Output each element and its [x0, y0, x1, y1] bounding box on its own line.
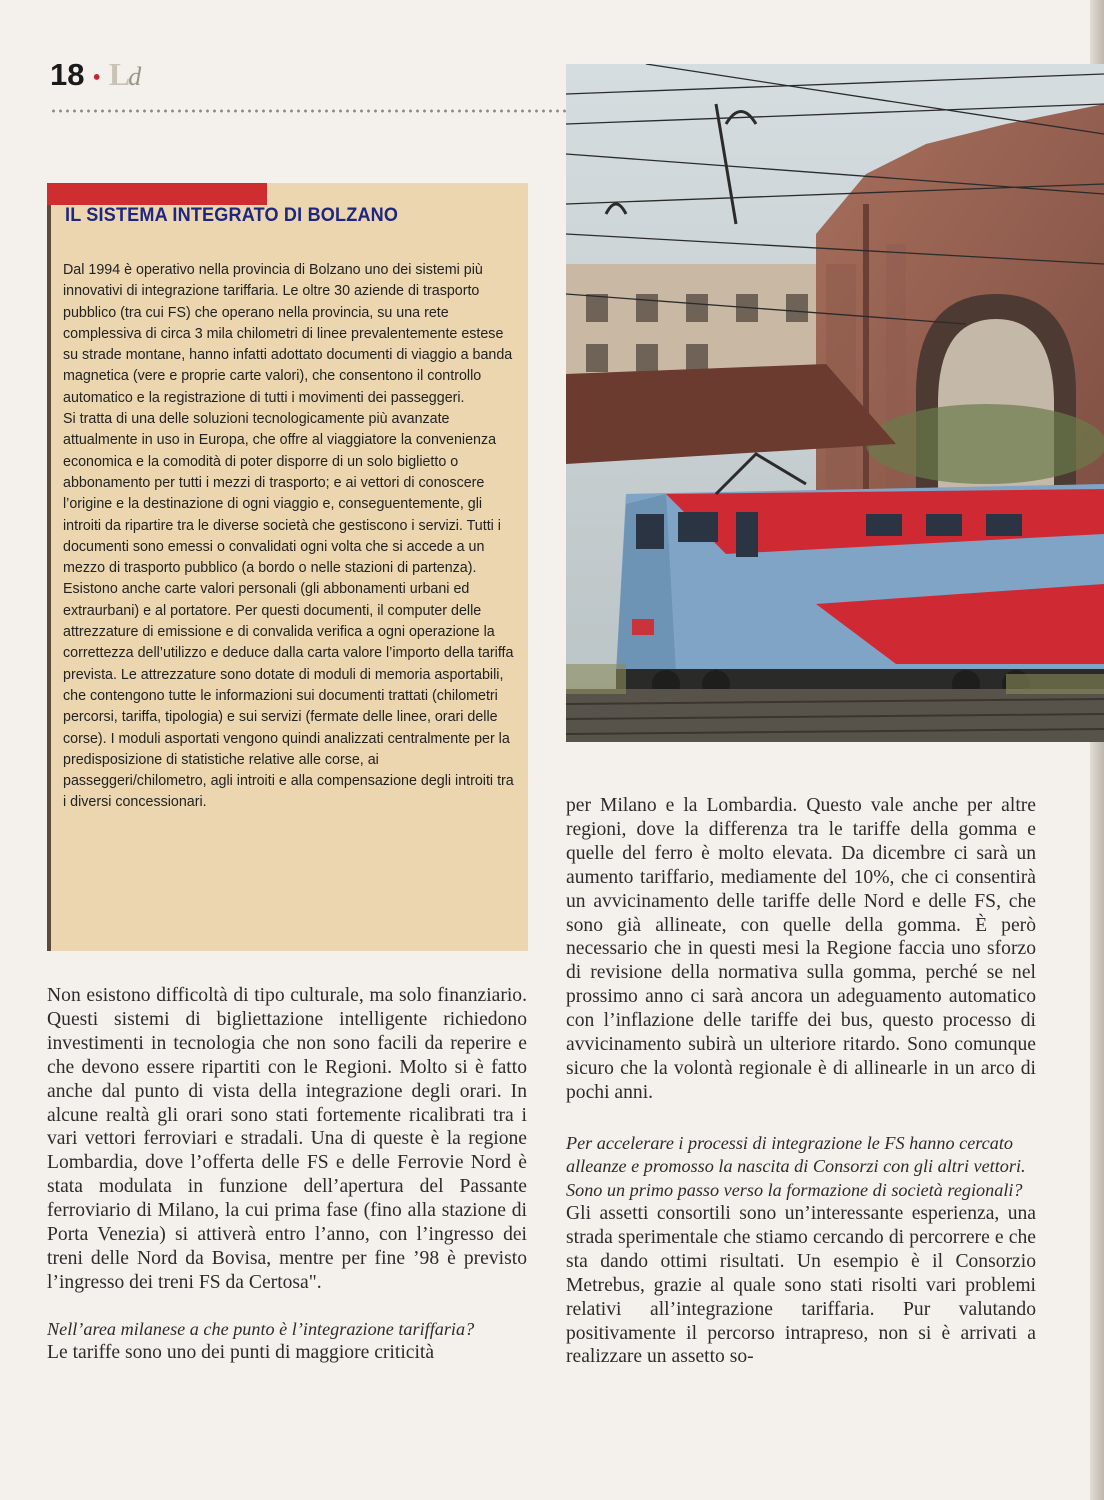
sidebar-box [47, 183, 528, 951]
left-column [47, 984, 527, 1365]
sidebar-body [63, 259, 518, 813]
magazine-logo: Ld [108, 56, 140, 92]
train-photo-illustration [566, 64, 1104, 742]
page-number: 18 [50, 57, 85, 92]
train-photo [566, 64, 1104, 742]
sidebar-paragraph: Esistono anche carte valori personali (gli abbonamenti urbani ed extraurbani) e al portatore. Per questi documenti, il computer delle attrezzature di emissione e di convalida verifica a ogni operazione la correttezza dell’utilizzo e deduce dalla carta valore l’importo della tariffa prevista. Le attrezzature sono dotate di moduli di memoria asportabili, che contengono tutte le informazioni sui documenti trattati (chilometri percorsi, tariffa, tipologia) e sui servizi (fermate delle linee, orari delle corse). I moduli asportati vengono quindi analizzati centralmente per la predisposizione di statistiche relative alle corse, ai passeggeri/chilometro, agli introiti e alla compensazione degli introiti tra i diversi concessionari. [63, 580, 514, 811]
interview-answer: Gli assetti consortili sono un’interessante esperienza, una strada sperimentale che stiamo cercando di percorrere e che sta dando ottimi risultati. Un esempio è il Consorzio Metrebus, grazie al quale sono stati risolti vari problemi relativi all’integrazione tariffaria. Pur valutando positivamente il percorso intrapreso, non si è arrivati a realizzare un assetto so- [566, 1203, 1036, 1368]
interview-question: Per accelerare i processi di integrazione le FS hanno cercato alleanze e promosso la nascita di Consorzi con gli altri vettori. Sono un primo passo verso la formazione di società regionali? [566, 1132, 1026, 1200]
sidebar-accent-bar [47, 183, 267, 205]
sidebar-title: IL SISTEMA INTEGRATO DI BOLZANO [65, 205, 399, 226]
interview-answer: Le tariffe sono uno dei punti di maggiore criticità [47, 1342, 435, 1364]
sidebar-paragraph: Dal 1994 è operativo nella provincia di Bolzano uno dei sistemi più innovativi di integrazione tariffaria. Le oltre 30 aziende di trasporto pubblico (tra cui FS) che operano nella provincia, su una rete complessiva di circa 3 mila chilometri di linee prevalentemente estese su strade montane, hanno infatti adottato documenti di viaggio a banda magnetica (vere e proprie carte valori), che consentono il controllo automatico e la registrazione di tutti i movimenti dei passeggeri. [63, 261, 513, 406]
right-paragraph: per Milano e la Lombardia. Questo vale anche per altre regioni, dove la differenza tra le tariffe della gomma e quelle del ferro è molto elevata. Da dicembre ci sarà un aumento tariffario, mediamente del 10%, che ci consentirà un avvicinamento delle tariffe delle Nord e delle FS, che sono già allineate, con quelle della gomma. È però necessario che in questi mesi la Regione faccia uno sforzo di revisione della normativa sulla gomma, perché se nel prossimo anno ci sarà ancora un adeguamento automatico con l’inflazione delle tariffe dei bus, questo processo di avvicinamento subirà un ulteriore ritardo. Sono comunque sicuro che la volontà regionale è di allinearle in un arco di pochi anni. [566, 795, 1036, 1103]
right-column [566, 794, 1036, 1369]
sidebar-paragraph: Si tratta di una delle soluzioni tecnologicamente più avanzate attualmente in uso in Europa, che offre al viaggiatore la convenienza economica e la comodità di poter disporre di un solo biglietto o abbonamento per tutti i mezzi di trasporto; e ai vettori di conoscere l’origine e la destinazione di ogni viaggio e, conseguentemente, gli introiti da ripartire tra le diverse società che gestiscono i servizi. Tutti i documenti sono emessi o convalidati ogni volta che si accede a un mezzo di trasporto pubblico (a bordo o nelle stazioni di partenza). [63, 410, 501, 577]
dotted-rule [50, 108, 568, 114]
left-paragraph: Non esistono difficoltà di tipo culturale, ma solo finanziario. Questi sistemi di bigliettazione intelligente richiedono investimenti in tecnologia che non sono facili da reperire e che devono essere ripartiti con le Regioni. Molto si è fatto anche dal punto di vista della integrazione degli orari. In alcune realtà gli orari sono stati fortemente ricalibrati tra i vari vettori ferroviari e stradali. Una di queste è la regione Lombardia, dove l’offerta delle FS e delle Ferrovie Nord è stata modulata in funzione dell’apertura del Passante ferroviario di Milano, la cui prima fase (fino alla stazione di Porta Venezia) si attiverà entro l’anno, con l’ingresso dei treni delle Nord da Bovisa, mentre per fine ’98 è previsto l’ingresso dei treni FS da Certosa". [47, 985, 527, 1293]
page-header [50, 56, 139, 98]
separator-dot: • [92, 65, 101, 91]
interview-question: Nell’area milanese a che punto è l’integrazione tariffaria? [47, 1318, 475, 1339]
